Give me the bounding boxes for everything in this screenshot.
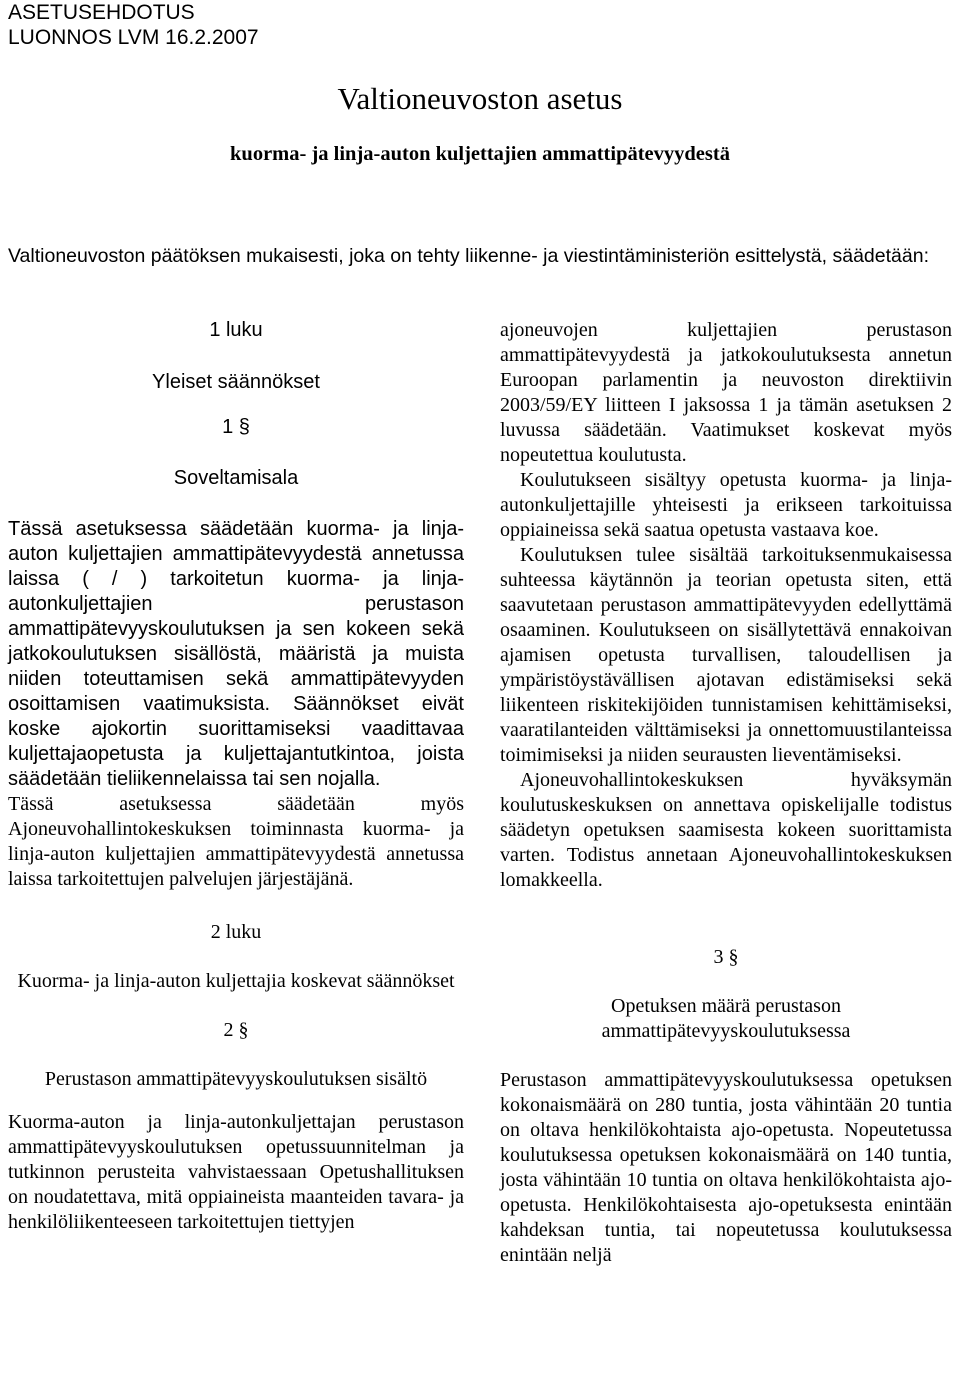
- section-2-title: Perustason ammattipätevyyskoulutuksen sisältö: [44, 1068, 428, 1090]
- chapter-1-title: Yleiset säännökset: [152, 371, 320, 393]
- section-2-heading: 2 §: [223, 1019, 249, 1041]
- section-3-heading: 3 §: [713, 946, 739, 968]
- status-line: ASETUSEHDOTUS: [8, 1, 195, 24]
- document-status-header: [8, 0, 259, 50]
- section-1-paragraph-1: Tässä asetuksessa säädetään kuorma- ja linja-auton kuljettajien ammattipätevyydestä annetussa laissa ( / ) tarkoitetun kuorma- ja linja-autonkuljettajien perustason ammattipätevyyskoulutuksen ja sen kokeen sekä jatkokoulutuksen sisällöstä, määristä ja muista niiden toteuttamisen sekä ammattipätevyyden osoittamisen vaatimuksista. Säännökset eivät koske ajokortin suorittamiseksi vaadittavaa kuljettajaopetusta ja kuljettajantutkintoa, joista säädetään tieliikennelaissa tai sen nojalla.: [8, 518, 464, 790]
- section-1-title: Soveltamisala: [173, 467, 299, 489]
- section-2-paragraph-3: Koulutuksen tulee sisältää tarkoituksenmukaisessa suhteessa käytännön ja teorian opetusta siten, että saavutetaan perustason ammattipätevyyden edellyttämä osaaminen. Koulutukseen on sisällytettävä ennakoivan ajamisen opetusta turvallisen, taloudellisen ja ympäristöystävällisen ajotavan edistämiseksi sekä liikenteen riskitekijöiden tunnistamisen kehittämiseksi, vaaratilanteiden välttämiseksi ja onnettomuustilanteissa toimimiseksi ja niiden seurausten lieventämiseksi.: [500, 544, 952, 766]
- chapter-2-heading: 2 luku: [210, 921, 262, 943]
- document-subtitle: kuorma- ja linja-auton kuljettajien ammattipätevyydestä: [230, 143, 730, 165]
- section-2-paragraph-1: Kuorma-auton ja linja-autonkuljettajan perustason ammattipätevyyskoulutuksen opetussuunnitelman ja tutkinnon perusteita vahvistaessaan Opetushallituksen on noudatettava, mitä oppiaineista maanteiden tavara- ja henkilöliikenteeseen tarkoitettujen tiettyjen: [8, 1111, 464, 1233]
- section-2-paragraph-2: Koulutukseen sisältyy opetusta kuorma- ja linja-autonkuljettajille yhteisesti ja erikseen tarkoituissa oppiaineissa sekä saatua opetusta vastaava koe.: [500, 469, 952, 541]
- section-3-paragraph-1: Perustason ammattipätevyyskoulutuksessa opetuksen kokonaismäärä on 280 tuntia, josta vähintään 20 tuntia on oltava henkilökohtaista ajo-opetusta. Nopeutetussa koulutuksessa opetuksen kokonaismäärä on 140 tuntia, josta vähintään 10 tuntia on oltava henkilökohtaista ajo-opetusta. Henkilökohtaisesta ajo-opetuksesta enintään kahdeksan tuntia, tai nopeutetussa koulutuksessa enintään neljä: [500, 1069, 952, 1266]
- section-1-paragraph-2: Tässä asetuksessa säädetään myös Ajoneuvohallintokeskuksen toiminnasta kuorma- ja linja-auton kuljettajien ammattipätevyydestä annetussa laissa tarkoitettujen palvelujen järjestäjänä.: [8, 793, 464, 890]
- preamble: Valtioneuvoston päätöksen mukaisesti, joka on tehty liikenne- ja viestintäministeriön esittelystä, säädetään:: [8, 245, 929, 267]
- left-column: [8, 318, 464, 1235]
- section-1-heading: 1 §: [222, 416, 250, 438]
- section-2-paragraph-1-continued: ajoneuvojen kuljettajien perustason ammattipätevyydestä ja jatkokoulutuksesta annetun Euroopan parlamentin ja neuvoston direktiivin 2003/59/EY liitteen I jaksossa 1 ja tämän asetuksen 2 luvussa säädetään. Vaatimukset koskevat myös nopeutettua koulutusta.: [500, 319, 952, 466]
- document-title: Valtioneuvoston asetus: [337, 81, 623, 116]
- right-column: [500, 318, 952, 1268]
- section-3-title: Opetuksen määrä perustason ammattipätevyyskoulutuksessa: [601, 995, 851, 1042]
- section-2-paragraph-4: Ajoneuvohallintokeskuksen hyväksymän koulutuskeskuksen on annettava opiskelijalle todistus säädetyn opetuksen saamisesta kokeen suorittamista varten. Todistus annetaan Ajoneuvohallintokeskuksen lomakkeella.: [500, 769, 952, 891]
- draft-line: LUONNOS LVM 16.2.2007: [8, 26, 259, 49]
- chapter-1-heading: 1 luku: [209, 319, 263, 341]
- chapter-2-title: Kuorma- ja linja-auton kuljettajia koskevat säännökset: [17, 970, 455, 992]
